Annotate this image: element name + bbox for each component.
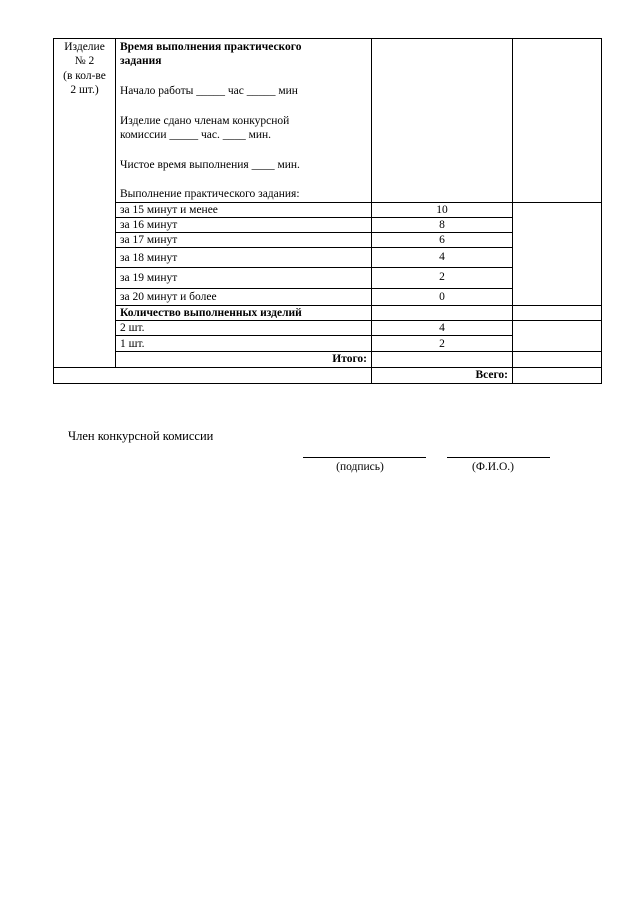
item-cell-line-2: № 2 (74, 55, 95, 67)
time-row-points: 6 (439, 234, 445, 246)
row-line (115, 288, 512, 289)
item-cell-line-4: 2 шт.) (70, 84, 99, 96)
subtotal-label: Итого: (332, 353, 367, 365)
time-row-label: за 19 минут (120, 272, 178, 284)
quantity-title: Количество выполненных изделий (120, 307, 302, 319)
time-row-label: за 18 минут (120, 252, 178, 264)
quantity-row-label: 1 шт. (120, 338, 145, 350)
time-row-label: за 20 минут и более (120, 291, 217, 303)
time-row-label: за 15 минут и менее (120, 204, 218, 216)
signature-line (303, 457, 426, 458)
quantity-row-label: 2 шт. (120, 322, 145, 334)
task-title-line-2: задания (120, 55, 162, 67)
time-row-label: за 17 минут (120, 234, 178, 246)
quantity-row-points: 2 (439, 338, 445, 350)
net-time-line: Чистое время выполнения ____ мин. (120, 159, 300, 171)
row-line (115, 232, 512, 233)
row-line (115, 202, 602, 203)
total-label: Всего: (475, 369, 508, 381)
time-row-points: 10 (436, 204, 448, 216)
row-line (115, 247, 512, 248)
start-time-line: Начало работы _____ час _____ мин (120, 85, 298, 97)
row-line (115, 267, 512, 268)
name-line (447, 457, 550, 458)
row-line (115, 305, 602, 306)
signature-caption: (подпись) (336, 461, 384, 473)
col-divider-3 (512, 38, 513, 384)
time-row-points: 2 (439, 271, 445, 283)
time-row-points: 8 (439, 219, 445, 231)
table-border-bottom (53, 383, 602, 384)
table-border-top (53, 38, 602, 39)
table-border-right (601, 38, 602, 384)
handed-over-line-2: комиссии _____ час. ____ мин. (120, 129, 272, 141)
time-row-label: за 16 минут (120, 219, 178, 231)
row-line (115, 351, 602, 352)
name-caption: (Ф.И.О.) (472, 461, 514, 473)
time-row-points: 0 (439, 291, 445, 303)
task-title-line-1: Время выполнения практического (120, 41, 302, 53)
execution-label: Выполнение практического задания: (120, 188, 300, 200)
commission-member-label: Член конкурсной комиссии (68, 429, 214, 443)
row-line (115, 217, 512, 218)
time-row-points: 4 (439, 251, 445, 263)
handed-over-line-1: Изделие сдано членам конкурсной (120, 115, 290, 127)
item-cell-line-3: (в кол-ве (63, 70, 106, 82)
row-line (53, 367, 602, 368)
row-line (115, 335, 512, 336)
quantity-row-points: 4 (439, 322, 445, 334)
row-line (115, 320, 602, 321)
item-cell-line-1: Изделие (64, 41, 105, 53)
